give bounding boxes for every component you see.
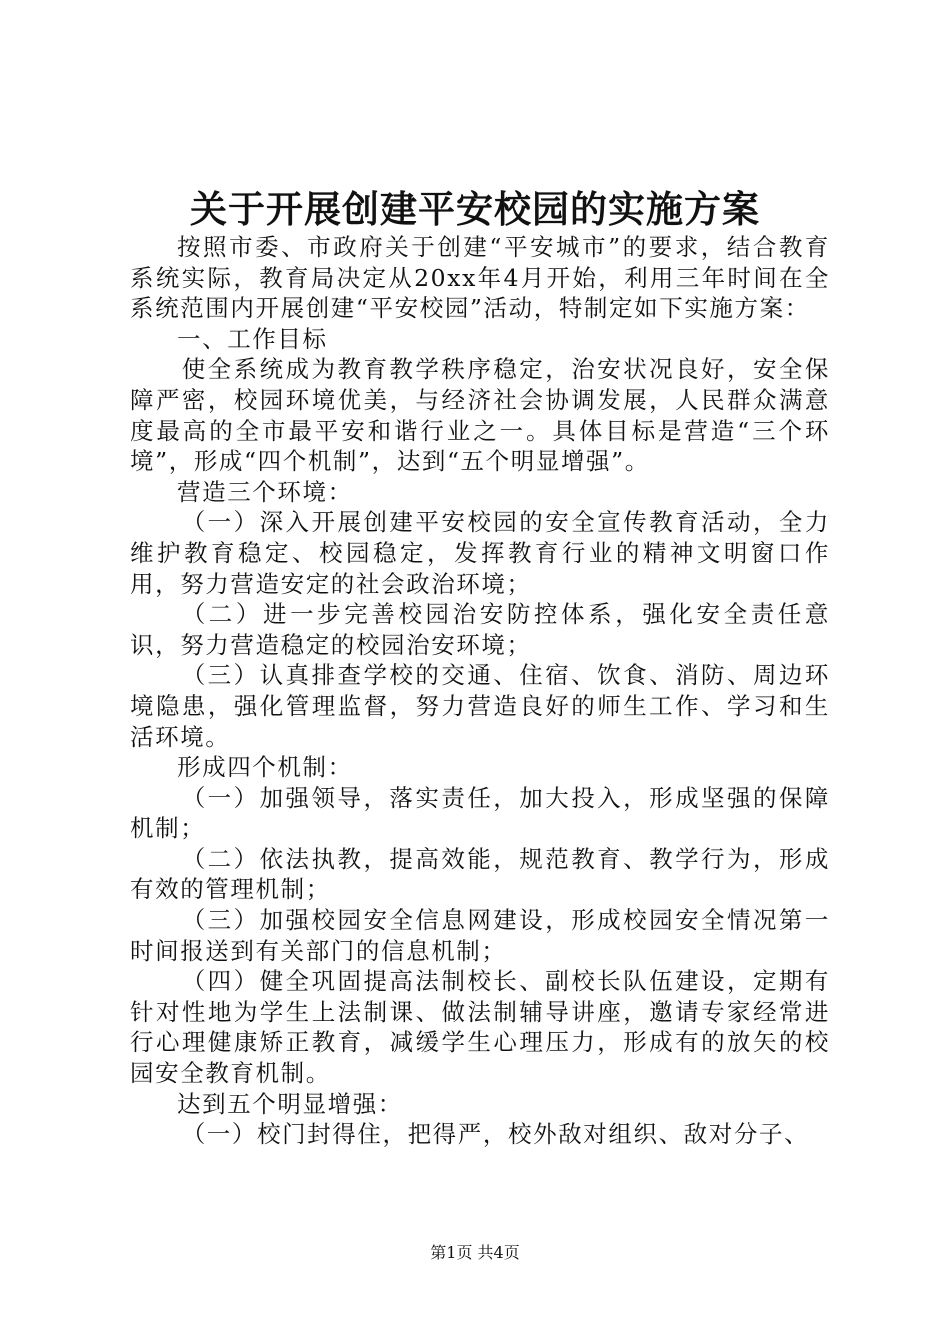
list-item-mechanism-2: （二）依法执教，提高效能，规范教育、教学行为，形成有效的管理机制； (130, 844, 830, 904)
list-item-enhancement-1: （一）校门封得住，把得严，校外敌对组织、敌对分子、 (181, 1120, 810, 1149)
page-title: 关于开展创建平安校园的实施方案 (190, 187, 760, 231)
subheading-three-environments: 营造三个环境： (177, 477, 353, 506)
document-body (130, 232, 830, 1150)
page-footer: 第1页 共4页 (430, 1243, 520, 1262)
list-item-mechanism-3: （三）加强校园安全信息网建设，形成校园安全情况第一时间报送到有关部门的信息机制； (130, 906, 830, 965)
list-item-environment-2: （二）进一步完善校园治安防控体系，强化安全责任意识，努力营造稳定的校园治安环境； (130, 600, 830, 659)
subheading-five-enhancements: 达到五个明显增强： (177, 1089, 403, 1118)
list-item-environment-3: （三）认真排查学校的交通、住宿、饮食、消防、周边环境隐患，强化管理监督，努力营造良好的师生工作、学习和生活环境。 (130, 661, 830, 751)
paragraph-goals: 使全系统成为教育教学秩序稳定，治安状况良好，安全保障严密，校园环境优美，与经济社会协调发展，人民群众满意度最高的全市最平安和谐行业之一。具体目标是营造“三个环境”，形成“四个机制”，达到“五个明显增强”。 (130, 355, 830, 476)
section-heading-goals: 一、工作目标 (177, 324, 328, 353)
list-item-environment-1: （一）深入开展创建平安校园的安全宣传教育活动，全力维护教育稳定、校园稳定，发挥教育行业的精神文明窗口作用，努力营造安定的社会政治环境； (130, 508, 830, 598)
list-item-mechanism-4: （四）健全巩固提高法制校长、副校长队伍建设，定期有针对性地为学生上法制课、做法制辅导讲座，邀请专家经常进行心理健康矫正教育，减缓学生心理压力，形成有的放矢的校园安全教育机制。 (130, 967, 830, 1088)
paragraph-intro: 按照市委、市政府关于创建“平安城市”的要求，结合教育系统实际，教育局决定从20xx年4月开始，利用三年时间在全系统范围内开展创建“平安校园”活动，特制定如下实施方案： (130, 233, 830, 323)
subheading-four-mechanisms: 形成四个机制： (177, 753, 353, 782)
list-item-mechanism-1: （一）加强领导，落实责任，加大投入，形成坚强的保障机制； (130, 783, 830, 843)
